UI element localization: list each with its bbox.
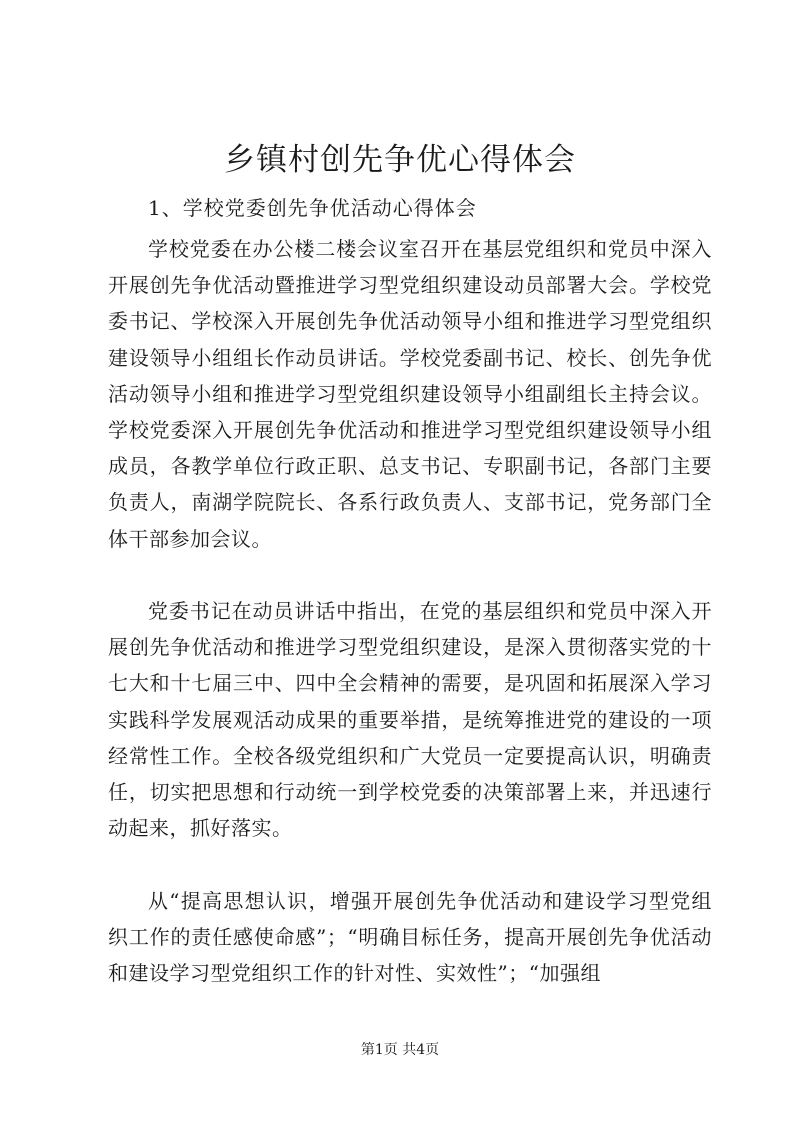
paragraph-2: 党委书记在动员讲话中指出，在党的基层组织和党员中深入开展创先争优活动和推进学习型党组织建设，是深入贯彻落实党的十七大和十七届三中、四中全会精神的需要，是巩固和拓展深入学习实践科学发展观活动成果的重要举措，是统筹推进党的建设的一项经常性工作。全校各级党组织和广大党员一定要提高认识，明确责任，切实把思想和行动统一到学校党委的决策部署上来，并迅速行动起来，抓好落实。 [108, 599, 712, 841]
paragraph-3: 从“提高思想认识，增强开展创先争优活动和建设学习型党组织工作的责任感使命感”；“明确目标任务，提高开展创先争优活动和建设学习型党组织工作的针对性、实效性”；“加强组 [108, 889, 712, 986]
paragraph-1: 学校党委在办公楼二楼会议室召开在基层党组织和党员中深入开展创先争优活动暨推进学习型党组织建设动员部署大会。学校党委书记、学校深入开展创先争优活动领导小组和推进学习型党组织建设领导小组组长作动员讲话。学校党委副书记、校长、创先争优活动领导小组和推进学习型党组织建设领导小组副组长主持会议。学校党委深入开展创先争优活动和推进学习型党组织建设领导小组成员，各教学单位行政正职、总支书记、专职副书记，各部门主要负责人，南湖学院院长、各系行政负责人、支部书记，党务部门全体干部参加会议。 [108, 237, 712, 551]
page-footer: 第1页 共4页 [360, 1042, 440, 1058]
section-heading: 1、学校党委创先争优活动心得体会 [148, 196, 477, 220]
document-title: 乡镇村创先争优心得体会 [224, 142, 576, 178]
